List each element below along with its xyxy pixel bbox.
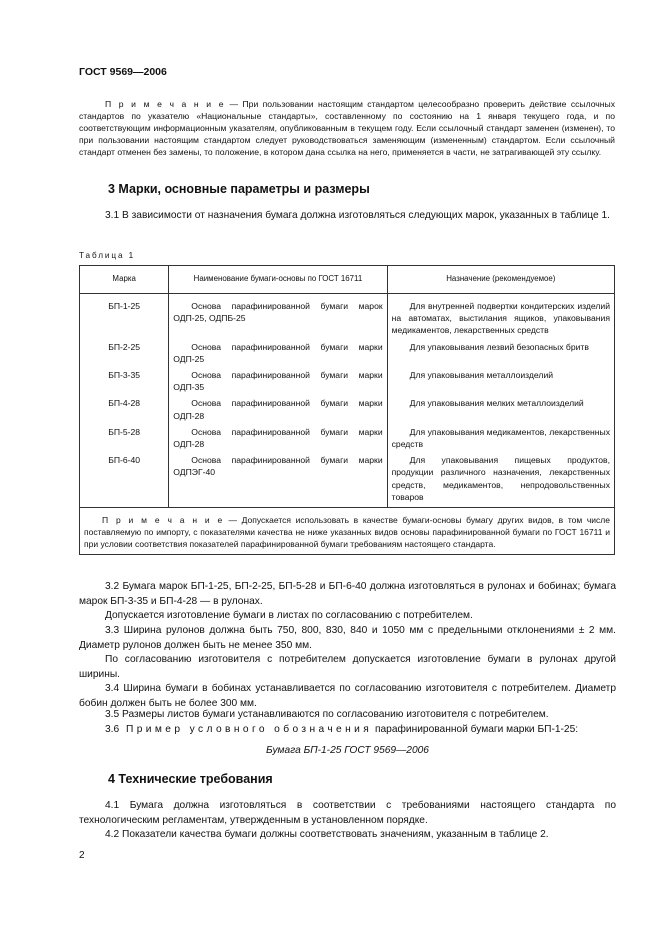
- cell-purpose: Для упаковывания медикаментов, лекарственных средств: [387, 422, 614, 450]
- document-header: ГОСТ 9569—2006: [79, 66, 167, 78]
- paragraph-3-4: 3.4 Ширина бумаги в бобинах устанавливается по согласованию изготовителя с потребителем. Диаметр бобин должен быть не более 300 мм.: [79, 683, 616, 709]
- cell-grade: БП-2-25: [80, 337, 169, 365]
- table-note-text: — Допускается использовать в качестве бумаги-основы бумагу других видов, в том числе поставляемую по импорту, с показателями качества не ниже указанных видов основы парафинированной бумаги по ГОСТ 16711 и при условии соответствия показателей парафинированной бумаги требованиям настоящего стандарта.: [84, 515, 610, 550]
- table-1: [79, 265, 615, 555]
- example-designation: Бумага БП-1-25 ГОСТ 9569—2006: [266, 745, 429, 756]
- example-label: Пример условного обозначения: [126, 724, 373, 735]
- table-header-purpose: Назначение (рекомендуемое): [387, 266, 614, 294]
- cell-grade: БП-5-28: [80, 422, 169, 450]
- cell-grade: БП-1-25: [80, 294, 169, 337]
- table-note: [80, 508, 615, 555]
- cell-purpose: Для упаковывания мелких металлоизделий: [387, 393, 614, 421]
- note-text: — При пользовании настоящим стандартом целесообразно проверить действие ссылочных стандартов по указателю «Национальные стандарты», составленному по состоянию на 1 января текущего года, и по соответствующим информационным указателям, опубликованным в текущем году. Если ссылочный стандарт заменен (изменен), то при пользовании настоящим стандартом следует руководствоваться заменяющим (измененным) стандартом. Если ссылочный стандарт отменен без замены, то положение, в котором дана ссылка на него, применяется в части, не затрагивающей эту ссылку.: [79, 99, 615, 158]
- paragraph-4-2: 4.2 Показатели качества бумаги должны соответствовать значениям, указанным в таблице 2.: [105, 829, 549, 840]
- cell-grade: БП-4-28: [80, 393, 169, 421]
- cell-grade: БП-6-40: [80, 450, 169, 507]
- table-row: [80, 337, 615, 365]
- paragraph-3-2: 3.2 Бумага марок БП-1-25, БП-2-25, БП-5-28 и БП-6-40 должна изготовляться в рулонах и бобинах; бумага марок БП-3-35 и БП-4-28 — в рулонах.: [79, 581, 616, 607]
- table-row: [80, 393, 615, 421]
- cell-base: Основа парафинированной бумаги марки ОДП-28: [169, 422, 387, 450]
- cell-base: Основа парафинированной бумаги марок ОДП-25, ОДПБ-25: [169, 294, 387, 337]
- paragraph-3-2b: Допускается изготовление бумаги в листах по согласованию с потребителем.: [105, 610, 473, 621]
- paragraph-3-3b: По согласованию изготовителя с потребителем допускается изготовление бумаги в рулонах другой ширины.: [79, 654, 616, 680]
- table-row: [80, 294, 615, 337]
- paragraph-3-5: 3.5 Размеры листов бумаги устанавливаются по согласованию изготовителя с потребителем.: [105, 709, 549, 720]
- paragraph-4-1: 4.1 Бумага должна изготовляться в соответствии с требованиями настоящего стандарта по технологическим регламентам, утвержденным в установленном порядке.: [79, 800, 616, 826]
- table-row: [80, 450, 615, 507]
- table-note-label: П р и м е ч а н и е: [102, 515, 224, 526]
- note-label: П р и м е ч а н и е: [105, 99, 226, 109]
- table-1-caption: Таблица 1: [79, 251, 136, 260]
- cell-base: Основа парафинированной бумаги марки ОДП-25: [169, 337, 387, 365]
- table-header-base: Наименование бумаги-основы по ГОСТ 16711: [169, 266, 387, 294]
- paragraph-3-3: 3.3 Ширина рулонов должна быть 750, 800, 830, 840 и 1050 мм с предельными отклонениями ± 2 мм. Диаметр рулонов должен быть не менее 350 мм.: [79, 625, 616, 651]
- cell-base: Основа парафинированной бумаги марки ОДП-28: [169, 393, 387, 421]
- table-row: [80, 365, 615, 393]
- section-4-title: 4 Технические требования: [108, 772, 273, 786]
- cell-purpose: Для упаковывания металлоизделий: [387, 365, 614, 393]
- cell-purpose: Для внутренней подвертки кондитерских изделий на автоматах, выстилания ящиков, упаковывания медикаментов, лекарственных средств: [387, 294, 614, 337]
- reference-note: [79, 98, 615, 158]
- cell-grade: БП-3-35: [80, 365, 169, 393]
- paragraph-3-6: 3.6 Пример условного обозначения парафинированной бумаги марки БП-1-25:: [105, 724, 579, 735]
- table-row: [80, 422, 615, 450]
- page-number: 2: [79, 850, 85, 861]
- cell-purpose: Для упаковывания лезвий безопасных бритв: [387, 337, 614, 365]
- section-3-title: 3 Марки, основные параметры и размеры: [108, 182, 370, 196]
- cell-base: Основа парафинированной бумаги марки ОДПЭГ-40: [169, 450, 387, 507]
- cell-purpose: Для упаковывания пищевых продуктов, продукции различного назначения, лекарственных средств, медикаментов, непродовольственных товаров: [387, 450, 614, 507]
- paragraph-3-1: [79, 209, 616, 224]
- paragraph-3-1-text: 3.1 В зависимости от назначения бумага должна изготовляться следующих марок, указанных в таблице 1.: [105, 210, 610, 221]
- cell-base: Основа парафинированной бумаги марки ОДП-35: [169, 365, 387, 393]
- table-header-grade: Марка: [80, 266, 169, 294]
